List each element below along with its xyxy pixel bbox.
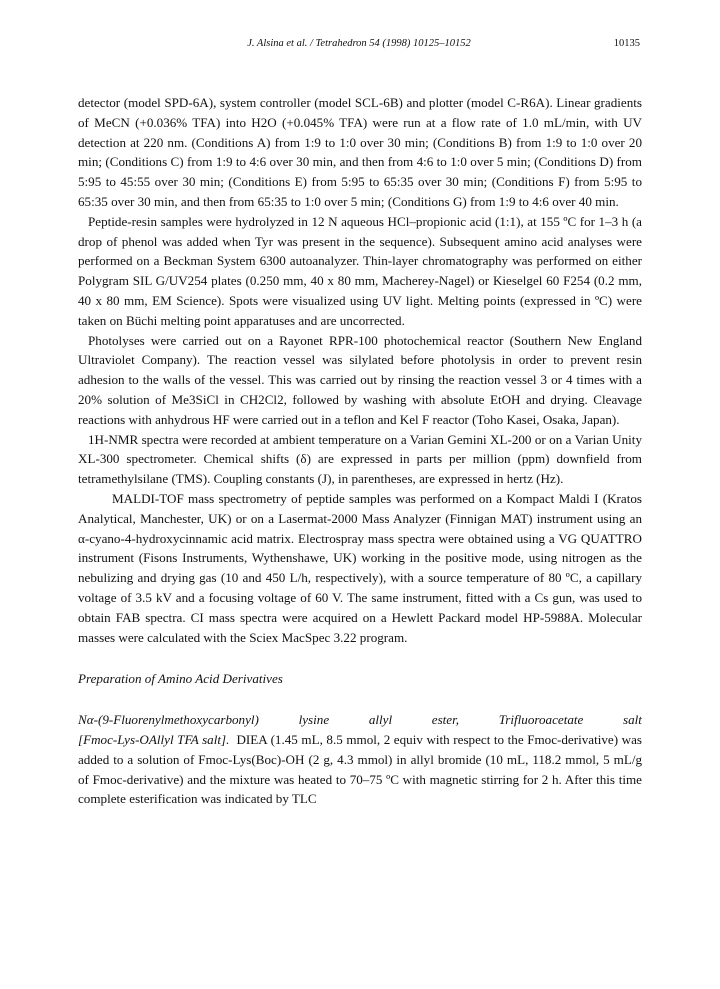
- compound-title-word: salt: [623, 712, 642, 728]
- compound-short-name: [Fmoc-Lys-OAllyl TFA salt].: [78, 731, 230, 747]
- compound-title-word: lysine: [298, 712, 330, 728]
- compound-entry: [78, 710, 642, 809]
- body-text: [78, 93, 642, 809]
- section-heading: Preparation of Amino Acid Derivatives: [78, 671, 283, 687]
- paragraph-nmr: 1H-NMR spectra were recorded at ambient temperature on a Varian Gemini XL-200 or on a Varian Unity XL-300 spectrometer. Chemical shifts (δ) are expressed in parts per million (ppm) downfield from tetramethylsilane (TMS). Coupling constants (J), in parentheses, are expressed in hertz (Hz).: [78, 431, 642, 487]
- page-number: 10135: [613, 38, 640, 49]
- compound-title-word: Trifluoroacetate: [498, 712, 584, 728]
- paragraph-photolysis: Photolyses were carried out on a Rayonet RPR-100 photochemical reactor (Southern New England Ultraviolet Company). The reaction vessel was silylated before photolysis in order to prevent resin adhesion to the walls of the vessel. This was carried out by rinsing the reaction vessel 3 or 4 times with a 20% solution of Me3SiCl in CH2Cl2, followed by washing with absolute EtOH and drying. Cleavage reactions with anhydrous HF were carried out in a teflon and Kel F reactor (Toho Kasei, Osaka, Japan).: [78, 332, 642, 427]
- compound-title-word: ester,: [431, 712, 460, 728]
- compound-title-word: Nα-(9-Fluorenylmethoxycarbonyl): [78, 712, 259, 728]
- paragraph-hydrolysis-tlc: Peptide-resin samples were hydrolyzed in 12 N aqueous HCl–propionic acid (1:1), at 155 ºC for 1–3 h (a drop of phenol was added when Tyr was present in the sequence). Subsequent amino acid analyses were performed on a Beckman System 6300 autoanalyzer. Thin-layer chromatography was performed on either Polygram SIL G/UV254 plates (0.250 mm, 40 x 80 mm, Macherey-Nagel) or Kieselgel 60 F254 (0.2 mm, 40 x 80 mm, EM Science). Spots were visualized using UV light. Melting points (expressed in ºC) were taken on Büchi melting point apparatuses and are uncorrected.: [78, 213, 642, 328]
- compound-procedure-text: DIEA (1.45 mL, 8.5 mmol, 2 equiv with respect to the Fmoc-derivative) was added to a solution of Fmoc-Lys(Boc)-OH (2 g, 4.3 mmol) in allyl bromide (10 mL, 118.2 mmol, 5 mL/g of Fmoc-derivative) and the mixture was heated to 70–75 ºC with magnetic stirring for 2 h. After this time complete esterification was indicated by TLC: [78, 731, 643, 807]
- compound-title-word: allyl: [368, 712, 393, 728]
- running-header: [78, 38, 640, 54]
- paragraph-mass-spectrometry: MALDI-TOF mass spectrometry of peptide samples was performed on a Kompact Maldi I (Kratos Analytical, Manchester, UK) or on a Lasermat-2000 Mass Analyzer (Finnigan MAT) instrument using an α-cyano-4-hydroxycinnamic acid matrix. Electrospray mass spectra were obtained using a VG QUATTRO instrument (Fisons Instruments, Wythenshawe, UK) working in the positive mode, using nitrogen as the nebulizing and drying gas (10 and 450 L/h, respectively), with a source temperature of 80 ºC, a capillary voltage of 3.5 kV and a focusing voltage of 60 V. The same instrument, fitted with a Cs gun, was used to obtain FAB spectra. CI mass spectra were acquired on a Hewlett Packard model HP-5988A. Molecular masses were calculated with the Sciex MacSpec 3.22 program.: [78, 490, 642, 645]
- compound-title: [78, 710, 642, 730]
- compound-procedure: [78, 730, 642, 809]
- journal-citation: J. Alsina et al. / Tetrahedron 54 (1998) 10125–10152: [247, 38, 471, 49]
- paragraph-hplc-conditions: detector (model SPD-6A), system controller (model SCL-6B) and plotter (model C-R6A). Linear gradients of MeCN (+0.036% TFA) into H2O (+0.045% TFA) were run at a flow rate of 1.0 mL/min, with UV detection at 220 nm. (Conditions A) from 1:9 to 1:0 over 30 min; (Conditions B) from 1:9 to 1:0 over 20 min; (Conditions C) from 1:9 to 4:6 over 30 min, and then from 4:6 to 1:0 over 5 min; (Conditions D) from 5:95 to 45:55 over 30 min; (Conditions E) from 5:95 to 65:35 over 30 min; (Conditions F) from 5:95 to 65:35 over 30 min, and then from 65:35 to 1:0 over 5 min; (Conditions G) from 1:9 to 4:6 over 40 min.: [78, 95, 642, 209]
